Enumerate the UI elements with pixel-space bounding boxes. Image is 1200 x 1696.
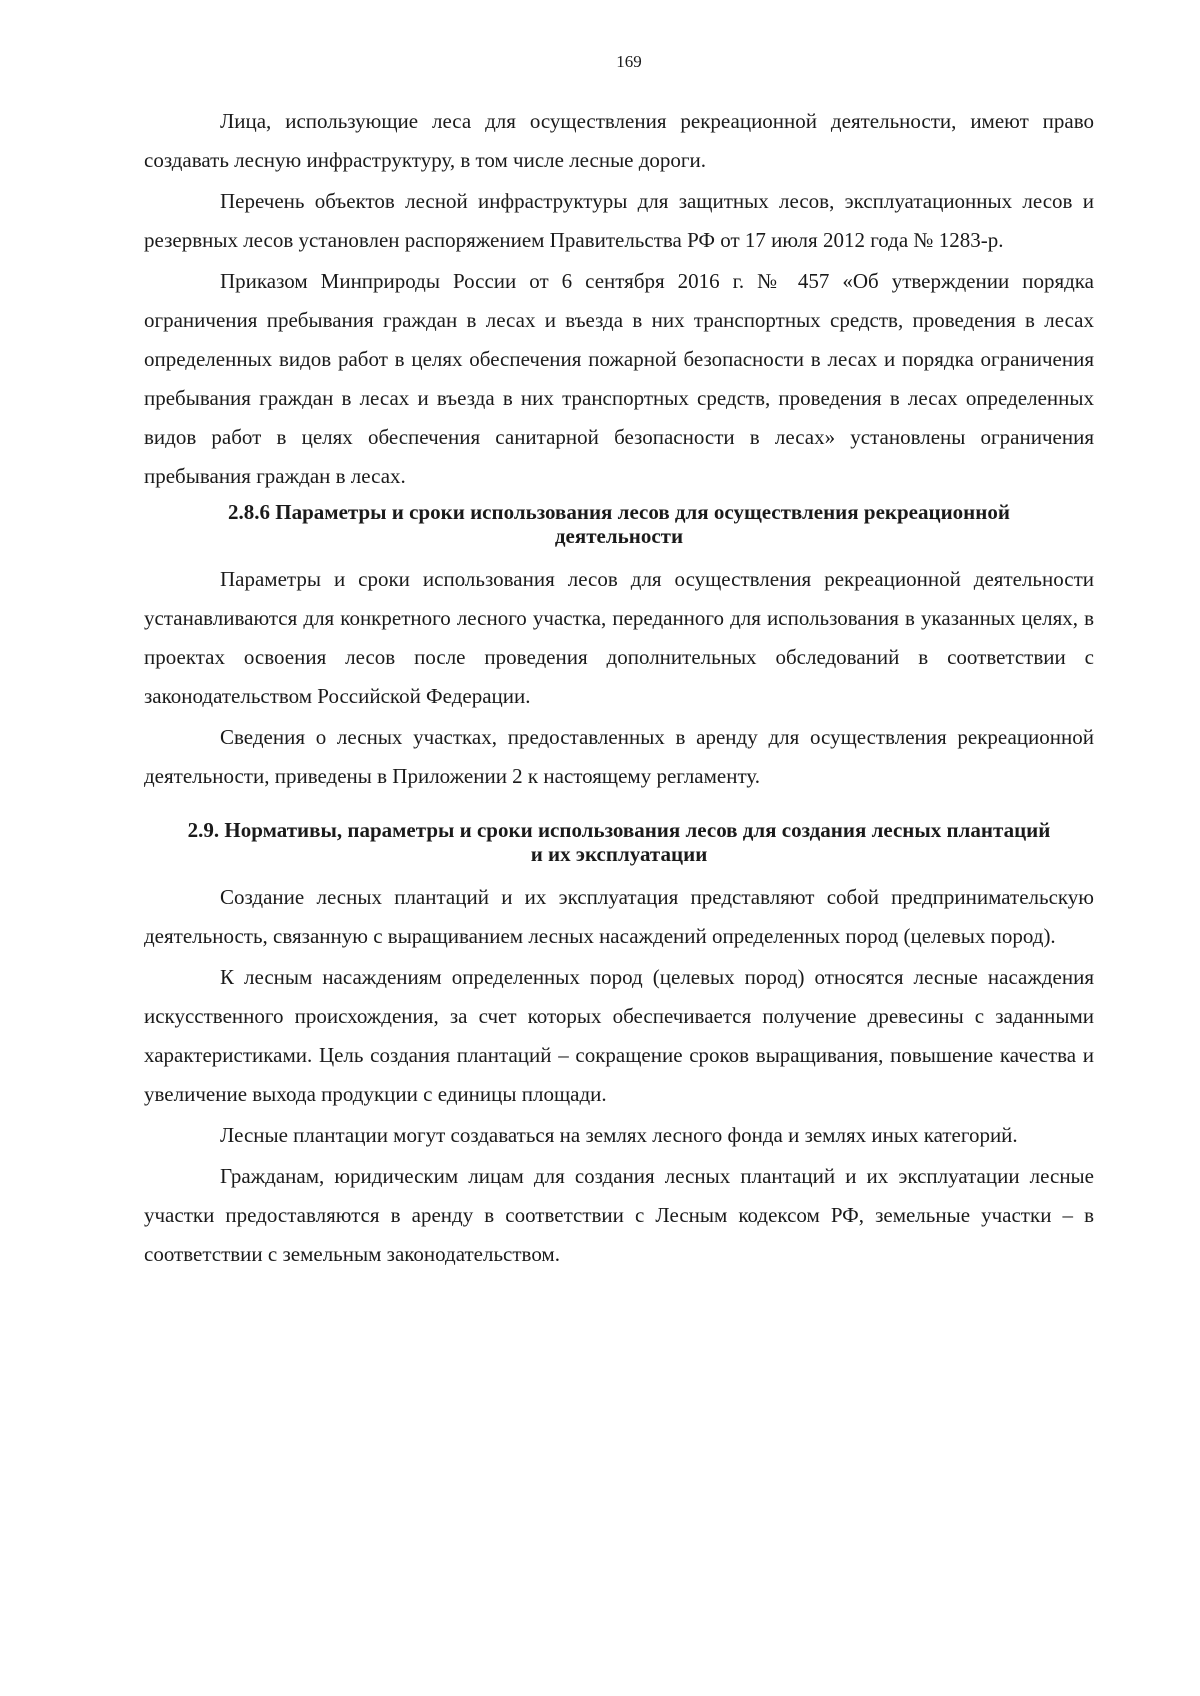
paragraph: Лесные плантации могут создаваться на землях лесного фонда и землях иных категорий. xyxy=(220,1123,1018,1147)
paragraph: К лесным насаждениям определенных пород (целевых пород) относятся лесные насаждения искусственного происхождения, за счет которых обеспечивается получение древесины с заданными характеристиками. Цель создания плантаций – сокращение сроков выращивания, повышение качества и увеличение выхода продукции с единицы площади. xyxy=(144,965,1094,1106)
paragraph: Лица, использующие леса для осуществления рекреационной деятельности, имеют право создавать лесную инфраструктуру, в том числе лесные дороги. xyxy=(144,109,1094,172)
paragraph: Гражданам, юридическим лицам для создания лесных плантаций и их эксплуатации лесные участки предоставляются в аренду в соответствии с Лесным кодексом РФ, земельные участки – в соответствии с земельным законодательством. xyxy=(144,1164,1094,1266)
paragraph: Перечень объектов лесной инфраструктуры для защитных лесов, эксплуатационных лесов и резервных лесов установлен распоряжением Правительства РФ от 17 июля 2012 года № 1283-р. xyxy=(144,189,1094,252)
section-heading: 2.8.6 Параметры и сроки использования лесов для осуществления рекреационной деятельности xyxy=(228,500,1010,548)
page-number: 169 xyxy=(616,52,642,71)
paragraph: Параметры и сроки использования лесов для осуществления рекреационной деятельности устанавливаются для конкретного лесного участка, переданного для использования в указанных целях, в проектах освоения лесов после проведения дополнительных обследований в соответствии с законодательством Российской Федерации. xyxy=(144,567,1094,708)
section-heading: 2.9. Нормативы, параметры и сроки использования лесов для создания лесных плантаций и их эксплуатации xyxy=(187,818,1051,866)
paragraph: Приказом Минприроды России от 6 сентября 2016 г. № 457 «Об утверждении порядка ограничения пребывания граждан в лесах и въезда в них транспортных средств, проведения в лесах определенных видов работ в целях обеспечения пожарной безопасности в лесах и порядка ограничения пребывания граждан в лесах и въезда в них транспортных средств, проведения в лесах определенных видов работ в целях обеспечения санитарной безопасности в лесах» установлены ограничения пребывания граждан в лесах. xyxy=(144,269,1094,488)
paragraph: Создание лесных плантаций и их эксплуатация представляют собой предпринимательскую деятельность, связанную с выращиванием лесных насаждений определенных пород (целевых пород). xyxy=(144,885,1094,948)
paragraph: Сведения о лесных участках, предоставленных в аренду для осуществления рекреационной деятельности, приведены в Приложении 2 к настоящему регламенту. xyxy=(144,725,1094,788)
